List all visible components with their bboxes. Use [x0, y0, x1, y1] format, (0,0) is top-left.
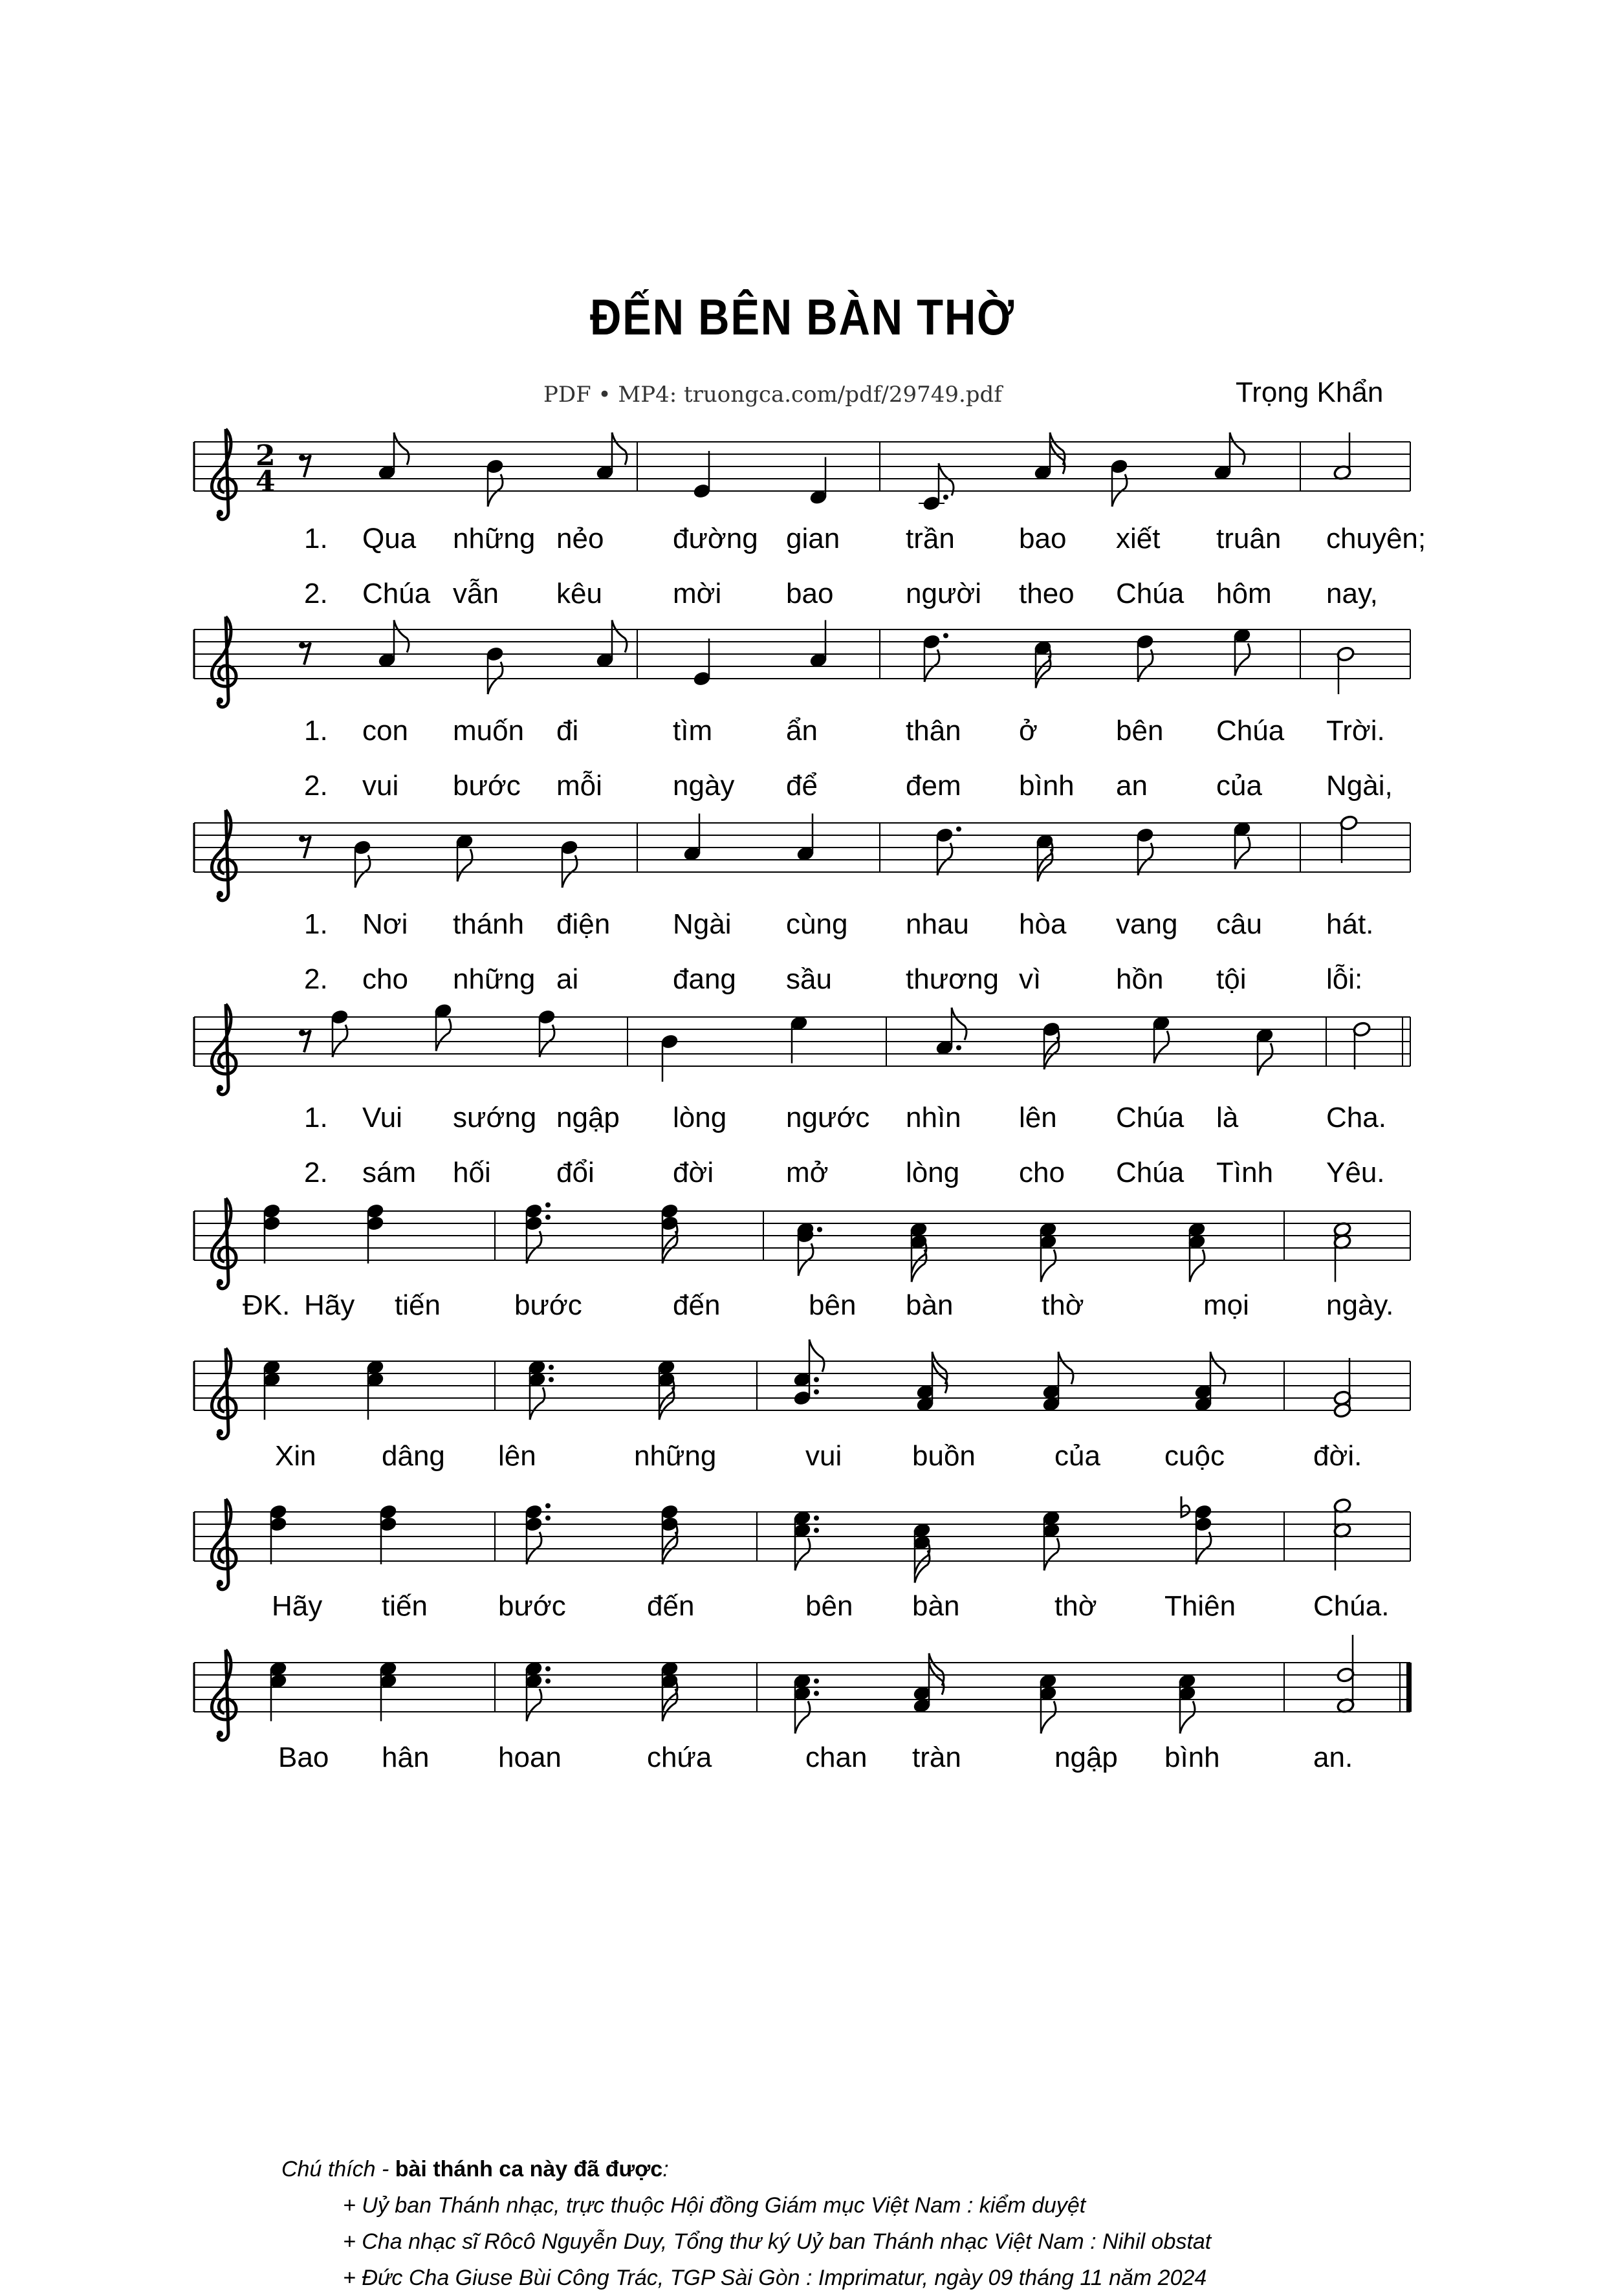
flag — [1154, 1031, 1169, 1064]
lyric-syllable: muốn — [453, 715, 525, 747]
lyric-syllable: 1. — [304, 523, 328, 554]
lyric-syllable: chứa — [647, 1742, 712, 1773]
lyric-syllable: để — [786, 770, 818, 802]
lyrics-line — [0, 1440, 1605, 1479]
lyric-syllable: tìm — [673, 715, 713, 747]
lyric-syllable: chuyên; — [1326, 523, 1426, 554]
lyric-syllable: tràn — [912, 1742, 961, 1773]
lyric-syllable: bước — [514, 1289, 582, 1321]
footnote-item: + Uỷ ban Thánh nhạc, trực thuộc Hội đồng Giám mục Việt Nam : kiểm duyệt — [343, 2193, 1086, 2218]
lyric-syllable: của — [1054, 1440, 1100, 1472]
lyric-syllable: ẩn — [786, 715, 818, 747]
flag — [1041, 1701, 1056, 1734]
flag — [1210, 1352, 1225, 1384]
lyric-syllable: Trời. — [1326, 715, 1385, 747]
lyric-syllable: lỗi: — [1326, 963, 1363, 995]
lyric-syllable: mọi — [1203, 1289, 1249, 1321]
lyric-syllable: an — [1116, 770, 1148, 802]
treble-clef-dot — [217, 1085, 223, 1091]
lyric-syllable: tội — [1216, 963, 1247, 995]
lyric-syllable: Tình — [1216, 1157, 1274, 1188]
lyric-syllable: đang — [673, 963, 736, 995]
footnote-item: + Đức Cha Giuse Bùi Công Trác, TGP Sài Gòn : Imprimatur, ngày 09 tháng 11 năm 2024 — [343, 2266, 1207, 2290]
lyric-syllable: tiến — [382, 1590, 428, 1622]
lyric-syllable: vui — [805, 1440, 842, 1472]
flag — [436, 1019, 451, 1051]
lyric-syllable: kêu — [556, 578, 602, 609]
lyric-syllable: ngày — [673, 770, 735, 802]
treble-clef-dot — [217, 1580, 223, 1586]
dot — [943, 495, 948, 500]
lyric-syllable: Ngài — [673, 908, 732, 940]
lyric-syllable: đổi — [556, 1157, 595, 1188]
lyric-syllable: sầu — [786, 963, 832, 995]
treble-clef-dot — [217, 1731, 223, 1737]
lyric-syllable: thân — [906, 715, 961, 747]
lyric-syllable: cho — [362, 963, 408, 995]
note — [1039, 1221, 1058, 1282]
flag — [530, 1388, 545, 1420]
note — [1178, 1673, 1197, 1734]
note — [1337, 1635, 1355, 1714]
lyric-syllable: 1. — [304, 1102, 328, 1133]
flag — [795, 1538, 810, 1571]
lyric-syllable: 2. — [304, 770, 328, 802]
note — [455, 833, 474, 882]
eighth-rest-dot — [299, 642, 305, 649]
lyric-syllable: vẫn — [453, 578, 499, 609]
footnote-lead-bold: bài thánh ca này đã được — [395, 2157, 663, 2181]
dot — [549, 1377, 554, 1383]
note — [693, 639, 712, 687]
lyric-syllable: 2. — [304, 1157, 328, 1188]
lyric-syllable: đường — [673, 523, 758, 554]
lyric-syllable: 1. — [304, 908, 328, 940]
lyric-syllable: dâng — [382, 1440, 445, 1472]
lyric-syllable: ĐK. — [243, 1289, 290, 1321]
flag — [1230, 433, 1245, 465]
note — [1340, 815, 1359, 863]
note — [923, 633, 948, 683]
lyric-syllable: Chúa — [362, 578, 431, 609]
note — [366, 1203, 385, 1263]
lyric-syllable: hòa — [1019, 908, 1067, 940]
note — [1034, 640, 1053, 688]
footnote — [281, 2151, 1211, 2296]
note — [378, 433, 409, 481]
lyric-syllable: lòng — [673, 1102, 727, 1133]
lyric-syllable: Chúa — [1116, 1157, 1185, 1188]
lyric-syllable: của — [1216, 770, 1262, 802]
lyric-syllable: nhau — [906, 908, 969, 940]
lyrics-line — [0, 1590, 1605, 1629]
lyrics-line — [0, 715, 1605, 754]
lyric-syllable: những — [453, 963, 536, 995]
note — [919, 463, 954, 512]
note — [1188, 1221, 1206, 1282]
note — [263, 1203, 281, 1263]
lyric-syllable: ngập — [1054, 1742, 1118, 1773]
note — [1333, 433, 1352, 481]
dot — [549, 1365, 554, 1370]
lyric-syllable: bên — [805, 1590, 853, 1622]
note — [596, 620, 627, 669]
lyric-syllable: nhìn — [906, 1102, 961, 1133]
lyric-syllable: bao — [786, 578, 834, 609]
lyric-syllable: Bao — [278, 1742, 329, 1773]
lyric-syllable: bước — [453, 770, 521, 802]
lyric-syllable: gian — [786, 523, 840, 554]
note — [935, 827, 961, 876]
lyrics-line — [0, 523, 1605, 562]
lyric-syllable: cùng — [786, 908, 848, 940]
lyric-syllable: mời — [673, 578, 722, 609]
note — [935, 1008, 966, 1056]
lyric-syllable: thương — [906, 963, 999, 995]
lyric-syllable: Chúa. — [1313, 1590, 1390, 1622]
note — [596, 433, 627, 481]
lyric-syllable: ngày. — [1326, 1289, 1394, 1321]
lyric-syllable: sám — [362, 1157, 417, 1188]
flag — [1058, 1352, 1073, 1384]
note — [1233, 821, 1252, 869]
note — [913, 1522, 932, 1583]
dot — [545, 1679, 551, 1684]
lyrics-line — [0, 963, 1605, 1002]
lyric-syllable: nẻo — [556, 523, 604, 554]
flag — [612, 620, 627, 653]
dot — [545, 1215, 551, 1220]
note — [486, 458, 505, 507]
note — [790, 1015, 809, 1064]
lyric-syllable: cho — [1019, 1157, 1065, 1188]
final-barline — [1406, 1663, 1412, 1712]
lyric-syllable: an. — [1313, 1742, 1353, 1773]
lyric-syllable: đem — [906, 770, 961, 802]
treble-clef-dot — [217, 891, 223, 897]
lyric-syllable: cuộc — [1164, 1440, 1225, 1472]
lyric-syllable: truân — [1216, 523, 1282, 554]
note — [1042, 1021, 1061, 1069]
lyric-syllable: những — [634, 1440, 717, 1472]
flag — [612, 433, 627, 465]
note — [910, 1221, 928, 1282]
note — [683, 814, 702, 862]
flag — [1258, 1044, 1272, 1076]
flag — [1180, 1701, 1195, 1734]
flag — [952, 1008, 966, 1040]
lyric-syllable: vang — [1116, 908, 1178, 940]
note — [1333, 1221, 1352, 1282]
note — [353, 839, 372, 888]
lyric-syllable: ngập — [556, 1102, 620, 1133]
lyric-syllable: Xin — [275, 1440, 316, 1472]
lyric-syllable: thờ — [1042, 1289, 1084, 1321]
note — [661, 1033, 679, 1082]
note — [1233, 628, 1252, 676]
lyric-syllable: là — [1216, 1102, 1239, 1133]
treble-clef-dot — [217, 1279, 223, 1285]
dot — [814, 1691, 819, 1696]
lyric-syllable: bao — [1019, 523, 1067, 554]
flag — [394, 620, 409, 653]
lyric-syllable: chan — [805, 1742, 868, 1773]
note — [661, 1203, 679, 1263]
lyric-syllable: hôm — [1216, 578, 1272, 609]
note — [378, 620, 409, 669]
lyric-syllable: bàn — [906, 1289, 954, 1321]
lyrics-line — [0, 770, 1605, 809]
footnote-lead — [281, 2151, 1211, 2187]
lyric-syllable: điện — [556, 908, 611, 940]
lyrics-line — [0, 578, 1605, 617]
flag — [795, 1701, 810, 1734]
lyric-syllable: Chúa — [1116, 578, 1185, 609]
lyric-syllable: 2. — [304, 963, 328, 995]
dot — [943, 633, 948, 639]
lyric-syllable: Hãy — [272, 1590, 323, 1622]
note — [269, 1503, 288, 1564]
lyric-syllable: Vui — [362, 1102, 402, 1133]
note — [1353, 1021, 1371, 1069]
lyric-syllable: 2. — [304, 578, 328, 609]
lyric-syllable: bình — [1164, 1742, 1220, 1773]
lyric-syllable: ở — [1019, 715, 1038, 747]
lyric-syllable: lòng — [906, 1157, 960, 1188]
note — [1136, 633, 1155, 682]
treble-clef-dot — [217, 510, 223, 516]
note — [661, 1503, 679, 1564]
lyric-syllable: bên — [1116, 715, 1164, 747]
flag — [1190, 1250, 1205, 1282]
lyric-syllable: Thiên — [1164, 1590, 1236, 1622]
footnote-item: + Cha nhạc sĩ Rôcô Nguyễn Duy, Tổng thư ký Uỷ ban Thánh nhạc Việt Nam : Nihil obstat — [343, 2229, 1212, 2254]
lyric-syllable: đi — [556, 715, 579, 747]
lyric-syllable: sướng — [453, 1102, 537, 1133]
lyric-syllable: xiết — [1116, 523, 1161, 554]
lyric-syllable: đời. — [1313, 1440, 1362, 1472]
note — [1181, 1496, 1212, 1564]
note — [1256, 1027, 1274, 1076]
flag — [527, 1689, 541, 1722]
lyric-syllable: đến — [673, 1289, 721, 1321]
dot — [545, 1203, 551, 1208]
note — [1034, 433, 1065, 481]
lyric-syllable: 1. — [304, 715, 328, 747]
note — [560, 839, 579, 888]
note — [693, 451, 712, 499]
note — [809, 620, 828, 669]
lyric-syllable: ngước — [786, 1102, 870, 1133]
lyric-syllable: Chúa — [1116, 1102, 1185, 1133]
flag — [1041, 1250, 1056, 1282]
time-signature-top: 2 — [256, 439, 276, 472]
lyric-syllable: Qua — [362, 523, 417, 554]
flat-icon — [1181, 1496, 1190, 1517]
dot — [814, 1516, 819, 1521]
lyric-syllable: mở — [786, 1157, 829, 1188]
lyric-syllable: con — [362, 715, 408, 747]
note — [434, 1003, 453, 1051]
note — [809, 457, 828, 506]
lyrics-line — [0, 1742, 1605, 1780]
lyric-syllable: bên — [809, 1289, 857, 1321]
dot — [814, 1390, 819, 1395]
lyric-syllable: hoan — [498, 1742, 562, 1773]
lyric-syllable: Hãy — [304, 1289, 355, 1321]
lyric-syllable: Ngài, — [1326, 770, 1393, 802]
lyric-syllable: hồn — [1116, 963, 1164, 995]
treble-clef-dot — [217, 697, 223, 704]
dot — [814, 1679, 819, 1684]
eighth-rest-dot — [299, 1030, 305, 1036]
lyric-syllable: trần — [906, 523, 955, 554]
flag — [457, 849, 472, 882]
eighth-rest-dot — [299, 455, 305, 461]
lyrics-line — [0, 1102, 1605, 1141]
lyrics-line — [0, 908, 1605, 947]
flag — [1044, 1538, 1059, 1571]
time-signature-bottom: 4 — [256, 465, 276, 498]
dot — [814, 1377, 819, 1383]
note — [331, 1009, 349, 1057]
source-url: PDF • MP4: truongca.com/pdf/29749.pdf — [543, 382, 1002, 408]
composer-name: Trọng Khẩn — [1236, 377, 1384, 408]
lyric-syllable: người — [906, 578, 982, 609]
note — [1136, 827, 1155, 875]
lyric-syllable: tiến — [395, 1289, 441, 1321]
lyric-syllable: những — [453, 523, 536, 554]
flag — [394, 433, 409, 465]
lyric-syllable: buồn — [912, 1440, 976, 1472]
dot — [817, 1227, 822, 1232]
footnote-colon: : — [662, 2157, 669, 2181]
lyric-syllable: hân — [382, 1742, 430, 1773]
note — [1337, 646, 1355, 694]
note — [1036, 833, 1054, 882]
note — [1039, 1673, 1058, 1734]
flag — [1235, 837, 1250, 869]
lyric-syllable: hối — [453, 1157, 491, 1188]
note — [1333, 1358, 1352, 1419]
dot — [545, 1667, 551, 1672]
lyric-syllable: nay, — [1326, 578, 1378, 609]
lyrics-line — [0, 1289, 1605, 1328]
lyric-syllable: đời — [673, 1157, 714, 1188]
flag — [809, 1340, 824, 1372]
note — [538, 1009, 556, 1057]
note — [486, 646, 505, 694]
lyric-syllable: vì — [1019, 963, 1042, 995]
lyric-syllable: bàn — [912, 1590, 960, 1622]
note — [379, 1503, 398, 1564]
lyric-syllable: đến — [647, 1590, 695, 1622]
note — [1214, 433, 1245, 481]
lyric-syllable: thánh — [453, 908, 525, 940]
lyric-syllable: vui — [362, 770, 399, 802]
note — [1152, 1015, 1171, 1064]
footnote-label: Chú thích - — [281, 2157, 395, 2181]
lyric-syllable: Cha. — [1326, 1102, 1386, 1133]
song-title: ĐẾN BÊN BÀN THỜ — [590, 289, 1015, 345]
note — [1333, 1498, 1352, 1571]
lyric-syllable: lên — [1019, 1102, 1057, 1133]
lyric-syllable: mỗi — [556, 770, 602, 802]
note — [1110, 458, 1129, 507]
note — [793, 1673, 819, 1734]
dot — [814, 1528, 819, 1533]
lyrics-line — [0, 1157, 1605, 1196]
lyric-syllable: Nơi — [362, 908, 408, 940]
lyric-syllable: lên — [498, 1440, 536, 1472]
dot — [956, 827, 961, 832]
lyric-syllable: bước — [498, 1590, 566, 1622]
lyric-syllable: hát. — [1326, 908, 1374, 940]
lyric-syllable: Yêu. — [1326, 1157, 1385, 1188]
lyric-syllable: thờ — [1054, 1590, 1097, 1622]
eighth-rest-dot — [299, 836, 305, 842]
lyric-syllable: ai — [556, 963, 579, 995]
dot — [956, 1045, 961, 1051]
dot — [545, 1503, 551, 1509]
flag — [1235, 644, 1250, 676]
lyric-syllable: Chúa — [1216, 715, 1285, 747]
dot — [545, 1516, 551, 1521]
note — [796, 814, 815, 862]
lyric-syllable: bình — [1019, 770, 1075, 802]
treble-clef-dot — [217, 1429, 223, 1436]
lyric-syllable: câu — [1216, 908, 1262, 940]
lyric-syllable: theo — [1019, 578, 1075, 609]
